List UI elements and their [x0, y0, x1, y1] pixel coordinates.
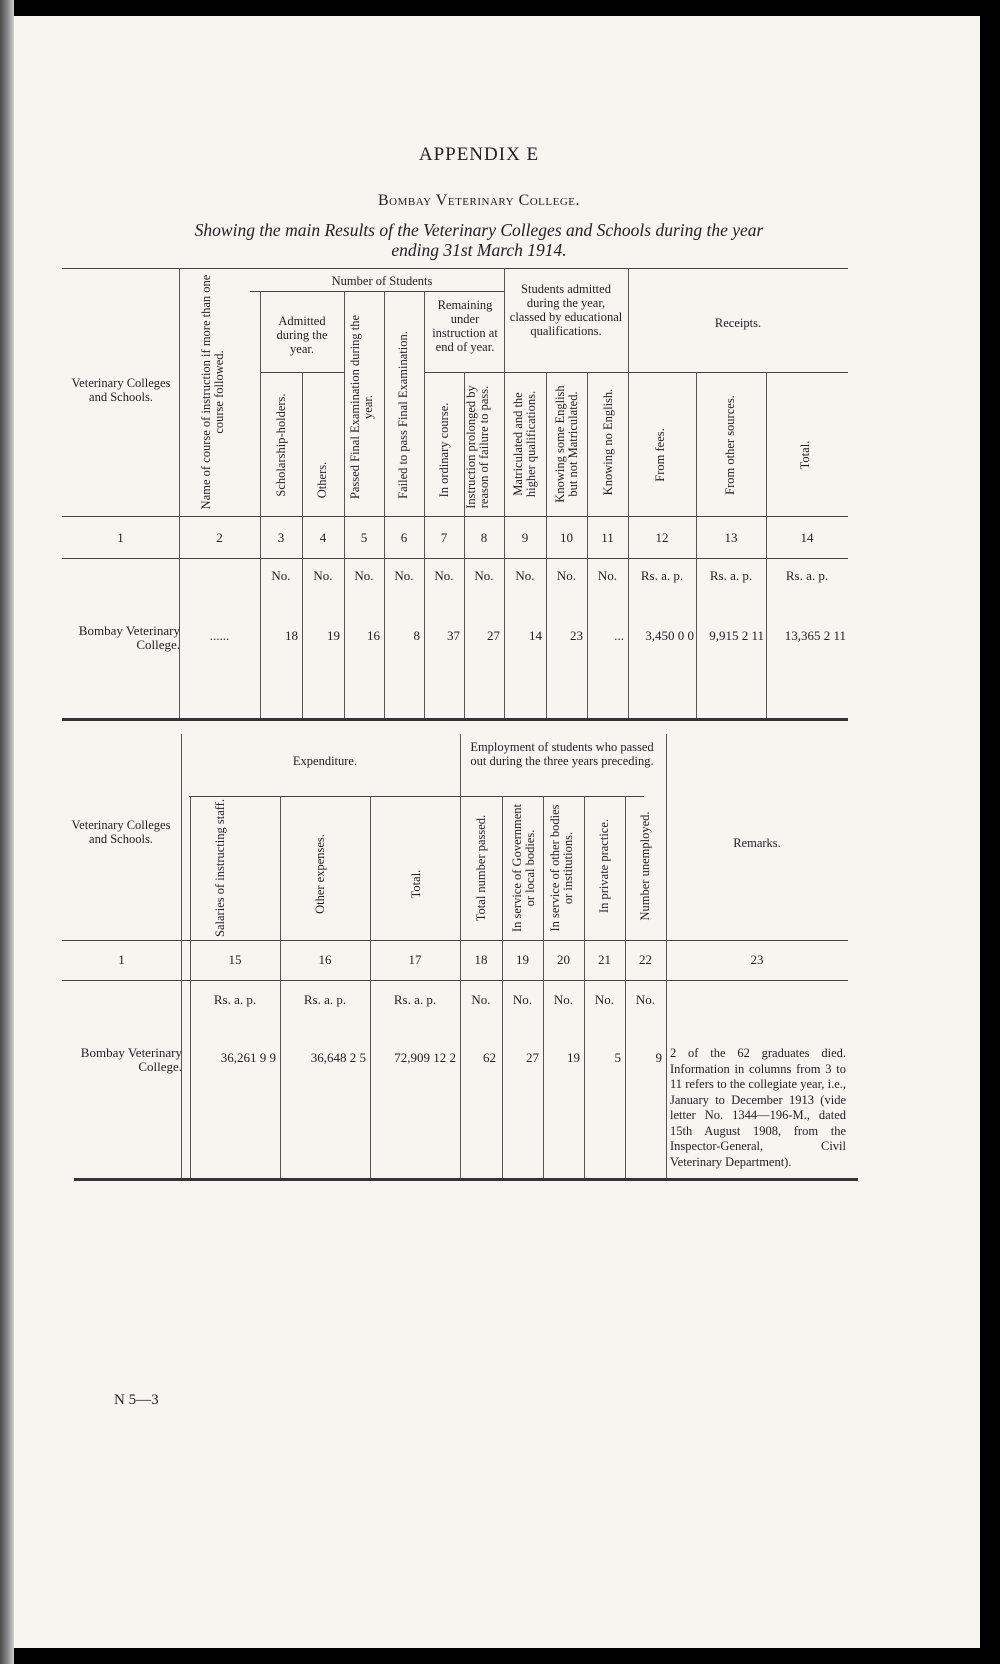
col-private-practice: In private practice.	[597, 818, 611, 914]
cell-other-bodies: 19	[567, 1050, 580, 1065]
cell-matriculated: 14	[529, 628, 542, 643]
unit-label: No.	[515, 568, 535, 583]
cell-other-sources: 9,915 2 11	[709, 628, 764, 643]
cell-no-english: ...	[614, 628, 624, 643]
cell-other-expenses: 36,648 2 5	[310, 1050, 366, 1065]
cell-salaries: 36,261 9 9	[220, 1050, 276, 1065]
group-expenditure: Expenditure.	[292, 754, 358, 768]
col-number: 11	[601, 530, 614, 545]
cell-failed: 8	[413, 628, 420, 643]
rule-under-number-students	[250, 291, 504, 292]
unit-label: No.	[471, 992, 491, 1007]
unit-label: No.	[556, 568, 577, 583]
subtitle-line-2: ending 31st March 1914.	[391, 240, 567, 260]
unit-label: No.	[553, 992, 574, 1007]
col-number: 10	[560, 530, 573, 545]
col-number: 14	[800, 530, 814, 545]
col-number: 8	[480, 530, 488, 545]
col-ordinary-course: In ordinary course.	[437, 402, 451, 498]
col-number: 22	[639, 952, 652, 967]
table1-bottom-rule	[62, 718, 848, 721]
rule-above-col-numbers-2	[62, 940, 848, 941]
cell-from-fees: 3,450 0 0	[645, 628, 694, 643]
unit-label: No.	[354, 568, 374, 583]
subtitle-line-1: Showing the main Results of the Veterinary Colleges and Schools during the year	[194, 220, 764, 240]
unit-label: Rs. a. p.	[709, 568, 753, 583]
unit-label: No.	[434, 568, 454, 583]
col-unemployed: Number unemployed.	[638, 811, 652, 921]
col-vet-colleges-2: Veterinary Colleges and Schools.	[71, 818, 171, 846]
cell-others: 19	[327, 628, 340, 643]
appendix-title: APPENDIX E	[418, 144, 540, 165]
col-salaries: Salaries of instructing staff.	[213, 799, 227, 937]
col-number: 18	[474, 952, 488, 967]
group-admitted-qualifications: Students admitted during the year, classed by educational qualifications.	[509, 282, 623, 338]
col-number: 23	[750, 952, 764, 967]
col-govt-service: In service of Government or local bodies.	[510, 803, 537, 933]
col-number: 15	[228, 952, 242, 967]
col-number: 3	[277, 530, 285, 545]
group-remaining: Remaining under instruction at end of year.	[432, 298, 498, 354]
cell-govt-service: 27	[526, 1050, 539, 1065]
cell-some-english: 23	[570, 628, 583, 643]
cell-total-passed: 62	[483, 1050, 496, 1065]
col-scholarship-holders: Scholarship-holders.	[274, 393, 288, 497]
col-some-english: Knowing some English but not Matriculated.	[553, 385, 580, 503]
col-number: 5	[360, 530, 368, 545]
unit-label: No.	[635, 992, 656, 1007]
unit-label: No.	[313, 568, 333, 583]
unit-label: Rs. a. p.	[213, 992, 257, 1007]
unit-label: No.	[597, 568, 618, 583]
college-title: Bombay Veterinary College.	[377, 192, 581, 209]
cell-prolonged: 27	[487, 628, 500, 643]
cell-unemployed: 9	[655, 1050, 662, 1065]
remarks-text: 2 of the 62 graduates died. Information in columns from 3 to 11 refers to the collegiate year, i.e., January to December 1913 (vide letter No. 1344—196-M., dated 15th August 1908, from the Inspector-General, Civil Veterinary Department).	[670, 1046, 846, 1169]
footer-code: N 5—3	[114, 1392, 159, 1408]
col-failed-final: Failed to pass Final Examination.	[396, 331, 410, 499]
col-instruction-prolonged: Instruction prolonged by reason of failure to pass.	[464, 385, 491, 509]
document-page	[14, 16, 980, 1648]
col-number: 21	[598, 952, 611, 967]
col-total: Total.	[798, 440, 812, 470]
col-number: 7	[440, 530, 448, 545]
col-remarks: Remarks.	[733, 836, 781, 850]
col-course-name: Name of course of instruction if more than one course followed.	[199, 274, 226, 510]
rule-below-col-numbers-2	[62, 980, 848, 981]
row-college-name-2: Bombay Veterinary College.	[80, 1045, 182, 1074]
col-number: 6	[400, 530, 408, 545]
cell-ordinary: 37	[447, 628, 460, 643]
unit-label: Rs. a. p.	[303, 992, 347, 1007]
unit-label: No.	[594, 992, 615, 1007]
unit-label: No.	[394, 568, 414, 583]
col-number: 13	[724, 530, 738, 545]
table2-bottom-rule	[74, 1178, 858, 1181]
col-passed-final: Passed Final Examination during the year.	[348, 315, 375, 500]
col-other-bodies: In service of other bodies or institutions.	[548, 804, 575, 932]
unit-label: Rs. a. p.	[640, 568, 684, 583]
col-number: 2	[216, 530, 223, 545]
group-admitted: Admitted during the year.	[276, 314, 328, 356]
col-other-expenses: Other expenses.	[313, 834, 327, 914]
col-number: 20	[557, 952, 570, 967]
col-number: 12	[655, 530, 669, 545]
col-number: 1	[117, 530, 124, 545]
col-others: Others.	[315, 461, 329, 499]
col-from-other-sources: From other sources.	[723, 395, 737, 495]
book-binding-edge	[0, 0, 14, 1664]
col-number: 4	[319, 530, 327, 545]
col-matriculated: Matriculated and the higher qualifications.	[511, 390, 538, 498]
unit-label: Rs. a. p.	[393, 992, 437, 1007]
group-employment: Employment of students who passed out during the three years preceding.	[470, 740, 654, 768]
rule-under-qualifications	[504, 372, 628, 373]
col-number: 1	[118, 952, 125, 967]
col-number: 16	[318, 952, 332, 967]
col-vet-colleges: Veterinary Colleges and Schools.	[71, 376, 171, 404]
col-expenditure-total: Total.	[409, 869, 423, 899]
cell-expenditure-total: 72,909 12 2	[394, 1050, 456, 1065]
rule-under-expenditure	[189, 796, 644, 797]
unit-label: Rs. a. p.	[785, 568, 829, 583]
unit-label: No.	[271, 568, 291, 583]
col-number: 9	[521, 530, 529, 545]
group-receipts: Receipts.	[714, 316, 762, 330]
cell-receipts-total: 13,365 2 11	[784, 628, 846, 643]
col-total-passed: Total number passed.	[474, 814, 488, 922]
col-from-fees: From fees.	[653, 428, 667, 482]
cell-scholarship: 18	[285, 628, 298, 643]
col-number: 17	[408, 952, 422, 967]
row-college-name: Bombay Veterinary College.	[78, 623, 180, 652]
rule-under-receipts	[628, 372, 848, 373]
unit-label: No.	[474, 568, 494, 583]
cell-course: ......	[209, 628, 230, 643]
col-no-english: Knowing no English.	[601, 388, 615, 496]
group-number-of-students: Number of Students	[331, 274, 433, 288]
cell-passed: 16	[367, 628, 380, 643]
cell-private-practice: 5	[614, 1050, 621, 1065]
unit-label: No.	[512, 992, 533, 1007]
col-number: 19	[516, 952, 529, 967]
